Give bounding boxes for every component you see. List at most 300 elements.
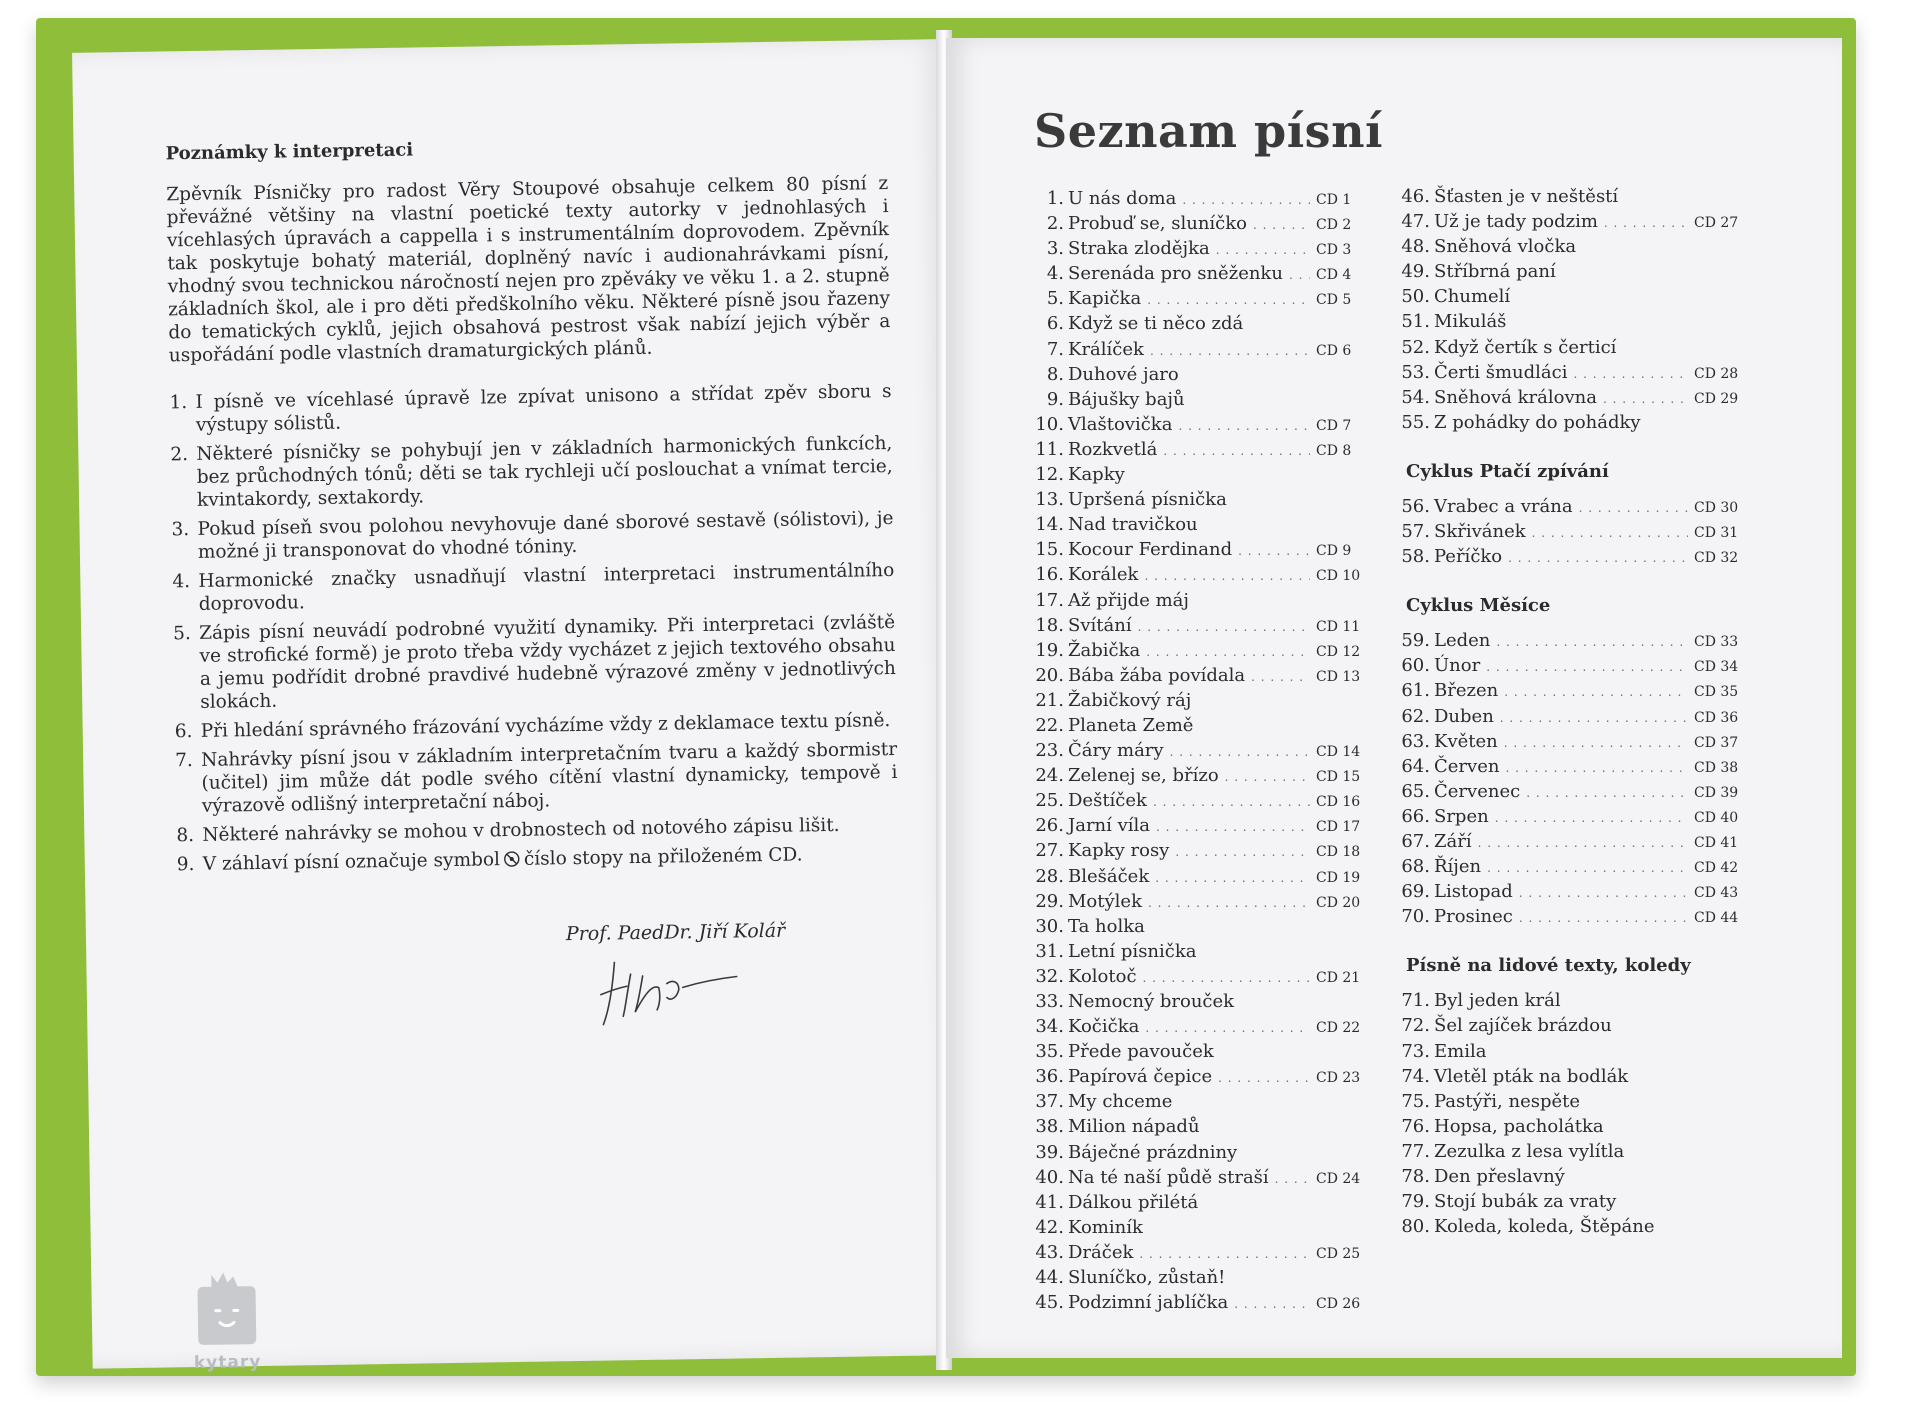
song-title: Deštíček (1068, 790, 1147, 812)
song-entry (1032, 866, 1362, 891)
song-number: 26. (1035, 815, 1064, 837)
song-number: 66. (1401, 805, 1430, 827)
song-number: 43. (1035, 1241, 1064, 1263)
leader-dots (1147, 293, 1310, 307)
cd-track: CD 29 (1694, 390, 1739, 407)
song-title: Skřivánek (1434, 521, 1526, 543)
song-entry (1400, 261, 1740, 286)
leader-dots (1216, 243, 1310, 257)
song-title: Sněhová královna (1434, 386, 1597, 408)
song-list-column-2 (1400, 186, 1740, 1241)
leader-dots (1504, 685, 1688, 699)
song-title: Chumelí (1434, 286, 1511, 308)
song-number: 16. (1035, 564, 1064, 586)
song-number: 72. (1401, 1015, 1430, 1037)
song-title: Nemocný brouček (1068, 991, 1235, 1012)
song-title: Kočička (1068, 1016, 1140, 1038)
song-number: 18. (1035, 614, 1064, 636)
song-number: 7. (1046, 338, 1064, 360)
leader-dots (1526, 786, 1688, 800)
song-title: Bájušky bajů (1068, 388, 1185, 410)
leader-dots (1163, 444, 1310, 458)
cd-track: CD 38 (1694, 759, 1739, 776)
song-number: 34. (1035, 1016, 1064, 1038)
song-entry (1032, 1091, 1362, 1116)
song-title: Emila (1434, 1040, 1487, 1062)
song-title: Duhové jaro (1068, 363, 1179, 385)
cd-track: CD 36 (1694, 709, 1739, 726)
leader-dots (1500, 711, 1688, 725)
song-number: 23. (1035, 740, 1064, 762)
cd-track: CD 17 (1316, 819, 1361, 836)
song-title: Dráček (1068, 1241, 1134, 1263)
toc-title: Seznam písní (1034, 104, 1384, 158)
cd-track: CD 4 (1316, 267, 1352, 284)
song-title: Září (1434, 830, 1472, 852)
cd-track: CD 2 (1316, 217, 1352, 234)
cd-track: CD 14 (1316, 744, 1361, 761)
song-number: 28. (1035, 865, 1064, 887)
cd-track: CD 33 (1694, 634, 1739, 651)
cd-track: CD 16 (1316, 794, 1361, 811)
leader-dots (1234, 1297, 1310, 1311)
song-title: Kapička (1068, 288, 1142, 310)
song-number: 38. (1035, 1116, 1064, 1138)
song-entry (1032, 288, 1362, 313)
cd-track: CD 24 (1316, 1170, 1361, 1187)
song-number: 68. (1401, 856, 1430, 878)
song-entry (1032, 464, 1362, 489)
song-number: 71. (1401, 990, 1430, 1012)
note-item: 9. V záhlaví písní označuje symbol číslo stopy na přiloženém CD. (176, 844, 803, 876)
song-entry (1032, 1116, 1362, 1141)
song-title: Bába žába povídala (1068, 664, 1246, 686)
song-title: U nás doma (1068, 188, 1177, 209)
song-entry (1400, 680, 1740, 705)
notes-heading: Poznámky k interpretaci (165, 139, 414, 165)
song-entry (1400, 856, 1740, 881)
song-number: 59. (1401, 630, 1430, 652)
song-title: Vrabec a vrána (1434, 495, 1573, 517)
song-entry (1032, 1217, 1362, 1242)
song-number: 33. (1035, 991, 1064, 1012)
song-number: 69. (1401, 881, 1430, 903)
song-title: Březen (1434, 680, 1499, 702)
leader-dots (1508, 551, 1688, 565)
song-number: 67. (1401, 830, 1430, 852)
song-number: 74. (1401, 1065, 1430, 1087)
leader-dots (1144, 569, 1310, 583)
song-title: Sluníčko, zůstaň! (1068, 1267, 1226, 1289)
song-number: 51. (1401, 311, 1430, 333)
song-title: Když čertík s čerticí (1434, 336, 1617, 358)
song-title: My chceme (1068, 1091, 1173, 1113)
note-item: 3. Pokud píseň svou polohou nevyhovuje dané sborové sestavě (sólistovi), je možné ji transponovat do vhodné tóniny. (171, 507, 894, 563)
song-entry (1032, 364, 1362, 389)
song-number: 5. (1046, 288, 1064, 310)
kytary-logo (191, 1268, 263, 1379)
leader-dots (1178, 419, 1310, 433)
song-title: Motýlek (1068, 890, 1142, 912)
song-entry (1400, 1091, 1740, 1116)
cd-track: CD 44 (1694, 910, 1739, 927)
song-title: Když se ti něco zdá (1068, 313, 1244, 335)
song-entry (1032, 339, 1362, 364)
song-title: Blešáček (1068, 865, 1150, 887)
cd-track: CD 9 (1316, 543, 1352, 560)
author-signature (586, 952, 767, 1035)
song-number: 56. (1401, 495, 1430, 517)
leader-dots (1145, 1021, 1310, 1035)
note-item: 1. I písně ve vícehlasé úpravě lze zpívat unisono a střídat zpěv sboru s výstupy sólistů. (169, 381, 892, 436)
right-page (946, 38, 1842, 1358)
song-entry (1032, 991, 1362, 1016)
note-item: 4. Harmonické značky usnadňují vlastní interpretaci instrumentálního doprovodu. (172, 559, 895, 615)
song-entry (1032, 840, 1362, 865)
song-number: 45. (1035, 1292, 1064, 1314)
song-title: Čerti šmudláci (1434, 361, 1568, 383)
cd-track: CD 31 (1694, 525, 1739, 542)
song-title: Zezulka z lesa vylítla (1434, 1140, 1625, 1162)
leader-dots (1519, 911, 1688, 925)
song-entry (1400, 831, 1740, 856)
cd-track: CD 42 (1694, 860, 1739, 877)
leader-dots (1478, 836, 1688, 850)
song-entry (1032, 966, 1362, 991)
song-entry (1400, 1116, 1740, 1141)
song-number: 8. (1046, 363, 1064, 385)
song-title: Dálkou přilétá (1068, 1191, 1199, 1213)
song-entry (1400, 496, 1740, 521)
leader-dots (1156, 820, 1310, 834)
song-number: 2. (1046, 213, 1064, 235)
song-number: 60. (1401, 655, 1430, 677)
song-number: 36. (1035, 1066, 1064, 1088)
leader-dots (1225, 770, 1310, 784)
song-entry (1032, 1192, 1362, 1217)
song-number: 47. (1401, 211, 1430, 233)
song-entry (1400, 781, 1740, 806)
song-number: 24. (1035, 765, 1064, 787)
song-entry (1400, 211, 1740, 236)
song-number: 17. (1035, 589, 1064, 611)
note-item: 8. Některé nahrávky se mohou v drobnostech od notového zápisu lišit. (176, 814, 840, 847)
cd-track: CD 18 (1316, 844, 1361, 861)
leader-dots (1289, 268, 1310, 282)
song-number: 80. (1401, 1216, 1430, 1238)
song-title: Straka zlodějka (1068, 238, 1210, 260)
song-entry (1032, 1167, 1362, 1192)
song-entry (1032, 414, 1362, 439)
cd-track-icon (504, 851, 520, 867)
song-number: 32. (1035, 965, 1064, 987)
leader-dots (1251, 670, 1310, 684)
song-title: Rozkvetlá (1068, 438, 1158, 460)
song-title: Jarní víla (1068, 815, 1151, 837)
song-entry (1032, 590, 1362, 615)
cd-track: CD 25 (1316, 1245, 1361, 1262)
leader-dots (1148, 896, 1310, 910)
cd-track: CD 27 (1694, 215, 1739, 232)
song-title: Srpen (1434, 805, 1489, 827)
song-entry (1032, 1142, 1362, 1167)
cd-track: CD 19 (1316, 869, 1361, 886)
song-entry (1400, 1041, 1740, 1066)
song-number: 73. (1401, 1040, 1430, 1062)
song-entry (1400, 906, 1740, 931)
song-number: 30. (1035, 915, 1064, 937)
song-number: 27. (1035, 840, 1064, 862)
song-number: 54. (1401, 386, 1430, 408)
leader-dots (1218, 1071, 1310, 1085)
cd-track: CD 8 (1316, 442, 1352, 459)
song-number: 14. (1035, 514, 1064, 536)
song-entry (1032, 815, 1362, 840)
song-entry (1032, 916, 1362, 941)
song-number: 31. (1035, 940, 1064, 962)
song-title: Báječné prázdniny (1068, 1141, 1238, 1163)
song-entry (1032, 941, 1362, 966)
song-number: 46. (1401, 186, 1430, 207)
song-entry (1400, 881, 1740, 906)
song-title: Nad travičkou (1068, 514, 1198, 536)
song-entry (1032, 665, 1362, 690)
cd-track: CD 13 (1316, 668, 1361, 685)
song-number: 11. (1035, 438, 1064, 460)
song-number: 63. (1401, 730, 1430, 752)
song-number: 70. (1401, 906, 1430, 928)
leader-dots (1139, 1247, 1310, 1261)
song-title: Koleda, koleda, Štěpáne (1434, 1216, 1655, 1238)
note-item: 7. Nahrávky písní jsou v základním interpretačním tvaru a každý sbormistr (učitel) jim může dát podle svého cítění vlastní dynamicky, tempově i výrazově odlišný interpretační náboj. (175, 738, 898, 817)
song-entry (1400, 706, 1740, 731)
song-number: 76. (1401, 1115, 1430, 1137)
cd-track: CD 26 (1316, 1296, 1361, 1313)
song-entry (1400, 337, 1740, 362)
song-entry (1032, 1292, 1362, 1317)
song-title: Vlaštovička (1068, 413, 1173, 435)
leader-dots (1574, 367, 1689, 381)
song-title: Papírová čepice (1068, 1066, 1213, 1088)
song-title: Kocour Ferdinand (1068, 539, 1233, 561)
note-item: 6. Při hledání správného frázování vycházíme vždy z deklamace textu písně. (174, 710, 891, 743)
song-title: Letní písnička (1068, 940, 1197, 962)
logo-text: kytary (193, 1352, 262, 1374)
cd-track: CD 23 (1316, 1070, 1361, 1087)
leader-dots (1146, 645, 1310, 659)
song-entry (1400, 731, 1740, 756)
song-number: 10. (1035, 413, 1064, 435)
song-list-birds (1400, 496, 1740, 571)
song-title: Kolotoč (1068, 965, 1137, 987)
cd-track: CD 10 (1316, 568, 1361, 585)
leader-dots (1155, 871, 1310, 885)
song-title: Listopad (1434, 881, 1513, 903)
leader-dots (1532, 526, 1688, 540)
song-title: Peříčko (1434, 546, 1503, 568)
song-number: 9. (1046, 388, 1064, 410)
song-entry (1032, 539, 1362, 564)
song-entry (1400, 630, 1740, 655)
song-entry (1400, 756, 1740, 781)
song-number: 61. (1401, 680, 1430, 702)
song-title: Na té naší půdě straší (1068, 1166, 1269, 1188)
song-number: 25. (1035, 790, 1064, 812)
song-entry (1032, 213, 1362, 238)
song-entry (1032, 640, 1362, 665)
song-entry (1032, 188, 1362, 213)
song-entry (1032, 790, 1362, 815)
song-title: Mikuláš (1434, 311, 1507, 333)
song-entry (1400, 186, 1740, 211)
song-entry (1032, 1066, 1362, 1091)
song-number: 3. (1046, 238, 1064, 260)
leader-dots (1496, 635, 1688, 649)
song-title: Upršená písnička (1068, 489, 1227, 511)
song-title: Pastýři, nespěte (1434, 1090, 1581, 1112)
song-title: Leden (1434, 630, 1491, 652)
song-list-46-55 (1400, 186, 1740, 437)
cd-track: CD 1 (1316, 192, 1352, 208)
song-entry (1032, 615, 1362, 640)
cd-track: CD 28 (1694, 365, 1739, 382)
song-entry (1032, 238, 1362, 263)
song-number: 15. (1035, 539, 1064, 561)
cd-track: CD 12 (1316, 643, 1361, 660)
section-title-birds: Cyklus Ptačí zpívání (1406, 460, 1609, 482)
song-entry (1032, 1041, 1362, 1066)
cd-track: CD 15 (1316, 769, 1361, 786)
cd-track: CD 30 (1694, 499, 1739, 516)
song-number: 20. (1035, 664, 1064, 686)
song-title: Prosinec (1434, 906, 1513, 928)
cd-track: CD 22 (1316, 1020, 1361, 1037)
song-number: 35. (1035, 1041, 1064, 1063)
song-title: Sněhová vločka (1434, 236, 1577, 258)
song-title: Ta holka (1068, 915, 1145, 937)
song-entry (1032, 489, 1362, 514)
song-list-months (1400, 630, 1740, 931)
leader-dots (1175, 845, 1310, 859)
author-name: Prof. PaedDr. Jiří Kolář (565, 919, 786, 946)
song-number: 22. (1035, 714, 1064, 736)
note-item: 5. Zápis písní neuvádí podrobné využití dynamiky. Při interpretaci (zvláště ve strofické formě) je proto třeba vždy vycházet z jejich textového obsahu a jemu podřídit drobné pravdivé hudebně výrazové změny v jednotlivých slokách. (173, 611, 896, 713)
song-entry (1400, 311, 1740, 336)
leader-dots (1143, 971, 1310, 985)
cd-track: CD 6 (1316, 342, 1352, 359)
song-number: 62. (1401, 705, 1430, 727)
leader-dots (1579, 501, 1688, 515)
song-title: Šel zajíček brázdou (1434, 1015, 1612, 1037)
song-title: Byl jeden král (1434, 990, 1561, 1012)
song-number: 53. (1401, 361, 1430, 383)
song-entry (1400, 990, 1740, 1015)
song-entry (1400, 236, 1740, 261)
song-number: 52. (1401, 336, 1430, 358)
leader-dots (1182, 193, 1310, 207)
cd-track: CD 5 (1316, 292, 1352, 309)
song-number: 21. (1035, 689, 1064, 711)
song-number: 13. (1035, 489, 1064, 511)
song-entry (1032, 1016, 1362, 1041)
song-title: Hopsa, pacholátka (1434, 1115, 1604, 1137)
song-number: 40. (1035, 1166, 1064, 1188)
song-title: Podzimní jablíčka (1068, 1292, 1229, 1314)
song-entry (1400, 1191, 1740, 1216)
song-title: Kominík (1068, 1216, 1143, 1238)
song-entry (1400, 1066, 1740, 1091)
song-number: 41. (1035, 1191, 1064, 1213)
cd-track: CD 3 (1316, 242, 1352, 259)
song-title: Kapky rosy (1068, 840, 1170, 862)
song-title: Korálek (1068, 564, 1139, 586)
song-number: 12. (1035, 464, 1064, 486)
leader-dots (1238, 544, 1310, 558)
song-title: Žabičkový ráj (1068, 689, 1192, 711)
song-number: 4. (1046, 263, 1064, 285)
note-item: 2. Některé písničky se pohybují jen v základních harmonických funkcích, bez průchodných tónů; děti se tak rychleji učí poslouchat a vnímat tercie, kvintakordy, sextakordy. (170, 432, 893, 511)
song-entry (1032, 715, 1362, 740)
leader-dots (1486, 660, 1688, 674)
song-title: Přede pavouček (1068, 1041, 1214, 1063)
song-title: Šťasten je v neštěstí (1434, 186, 1619, 207)
leader-dots (1170, 745, 1310, 759)
song-title: Králíček (1068, 338, 1144, 360)
song-number: 58. (1401, 546, 1430, 568)
song-entry (1400, 387, 1740, 412)
song-number: 79. (1401, 1191, 1430, 1213)
song-entry (1400, 806, 1740, 831)
song-title: Květen (1434, 730, 1498, 752)
song-title: Žabička (1068, 639, 1141, 661)
song-number: 75. (1401, 1090, 1430, 1112)
cd-track: CD 41 (1694, 834, 1739, 851)
song-entry (1032, 514, 1362, 539)
notes-list (169, 380, 899, 882)
cd-track: CD 39 (1694, 784, 1739, 801)
song-entry (1032, 690, 1362, 715)
cd-track: CD 7 (1316, 417, 1352, 434)
cd-track: CD 40 (1694, 809, 1739, 826)
song-entry (1032, 389, 1362, 414)
leader-dots (1150, 344, 1310, 358)
song-title: Svítání (1068, 614, 1132, 636)
song-number: 50. (1401, 286, 1430, 308)
song-entry (1032, 313, 1362, 338)
song-entry (1032, 564, 1362, 589)
song-entry (1400, 521, 1740, 546)
leader-dots (1153, 795, 1310, 809)
song-title: Červen (1434, 755, 1500, 777)
cd-track: CD 32 (1694, 550, 1739, 567)
song-entry (1400, 1166, 1740, 1191)
section-title-folk: Písně na lidové texty, koledy (1406, 955, 1691, 977)
song-title: Kapky (1068, 464, 1125, 486)
song-entry (1032, 439, 1362, 464)
notes-intro: Zpěvník Písničky pro radost Věry Stoupové obsahuje celkem 80 písní z převážné většiny na vlastní poetické texty autorky v jednohlasých i vícehlasých úpravách a cappella i s instrumentálním doprovodem. Zpěvník tak poskytuje bohatý materiál, doplněný navíc i audionahrávkami písní, vhodný svou technickou náročností nejen pro zpěváky ve věku 1. a 2. stupně základních škol, ale i pro děti předškolního věku. Některé písně jsou řazeny do tematických cyklů, jejich obsahová pestrost však nabízí jejich výběr a uspořádání podle vlastních dramaturgických plánů. (166, 173, 891, 367)
song-number: 77. (1401, 1140, 1430, 1162)
song-title: Z pohádky do pohádky (1434, 411, 1641, 433)
song-number: 65. (1401, 780, 1430, 802)
cd-track: CD 34 (1694, 659, 1739, 676)
song-title: Únor (1434, 655, 1481, 677)
cd-track: CD 21 (1316, 969, 1361, 986)
leader-dots (1275, 1172, 1310, 1186)
song-entry (1400, 1216, 1740, 1241)
cd-track: CD 11 (1316, 618, 1361, 635)
leader-dots (1138, 620, 1310, 634)
leader-dots (1253, 218, 1310, 232)
